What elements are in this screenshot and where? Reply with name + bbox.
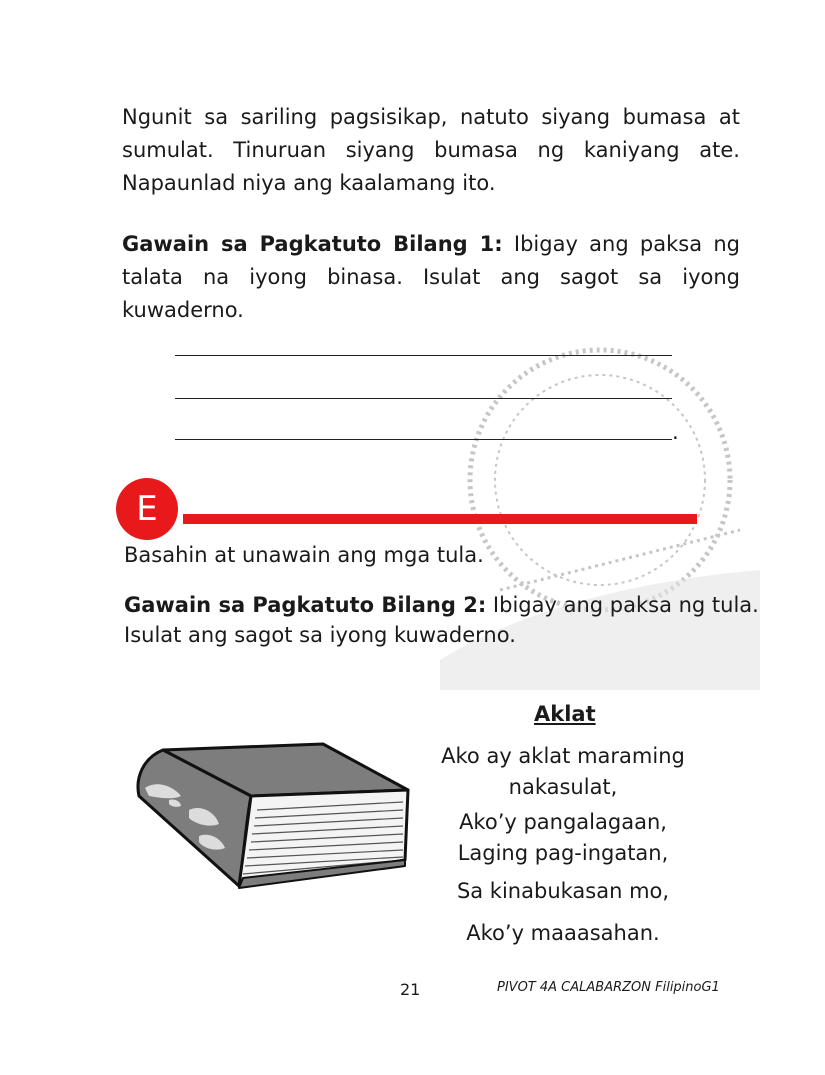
activity-1-label: Gawain sa Pagkatuto Bilang 1: <box>122 232 503 256</box>
paragraph-intro: Ngunit sa sariling pagsisikap, natuto siyang bumasa at sumulat. Tinuruan siyang bumasa ng kaniyang ate. Napaunlad niya ang kaalamang ito. <box>122 105 740 195</box>
answer-line-3 <box>175 439 672 440</box>
poem-line-1: Ako ay aklat maraming <box>441 744 685 768</box>
poem-line-3: Ako’y pangalagaan, <box>459 810 667 834</box>
activity-2-line1 <box>124 590 759 620</box>
footer-reference: PIVOT 4A CALABARZON FilipinoG1 <box>497 980 720 995</box>
activity-1 <box>122 228 740 327</box>
poem-line-2: nakasulat, <box>508 775 618 799</box>
activity-2-text-2: Isulat ang sagot sa iyong kuwaderno. <box>124 623 516 647</box>
activity-1-text: Ibigay ang paksa ng talata na iyong binasa. Isulat ang sagot sa iyong kuwaderno. <box>122 232 740 322</box>
poem-line-6: Ako’y maaasahan. <box>466 921 660 945</box>
instruction-text: Basahin at unawain ang mga tula. <box>124 543 484 567</box>
answer-line-period: . <box>672 420 679 444</box>
activity-2-label: Gawain sa Pagkatuto Bilang 2: <box>124 593 487 617</box>
poem-line-4: Laging pag-ingatan, <box>457 841 669 865</box>
answer-line-2 <box>175 398 672 399</box>
section-divider <box>183 514 697 524</box>
book-icon <box>133 738 413 900</box>
page-number: 21 <box>400 980 421 999</box>
section-badge: E <box>116 478 178 540</box>
poem-line-5: Sa kinabukasan mo, <box>456 879 670 903</box>
answer-line-1 <box>175 355 672 356</box>
activity-2-text-1: Ibigay ang paksa ng tula. <box>492 593 759 617</box>
poem-title: Aklat <box>534 702 596 726</box>
